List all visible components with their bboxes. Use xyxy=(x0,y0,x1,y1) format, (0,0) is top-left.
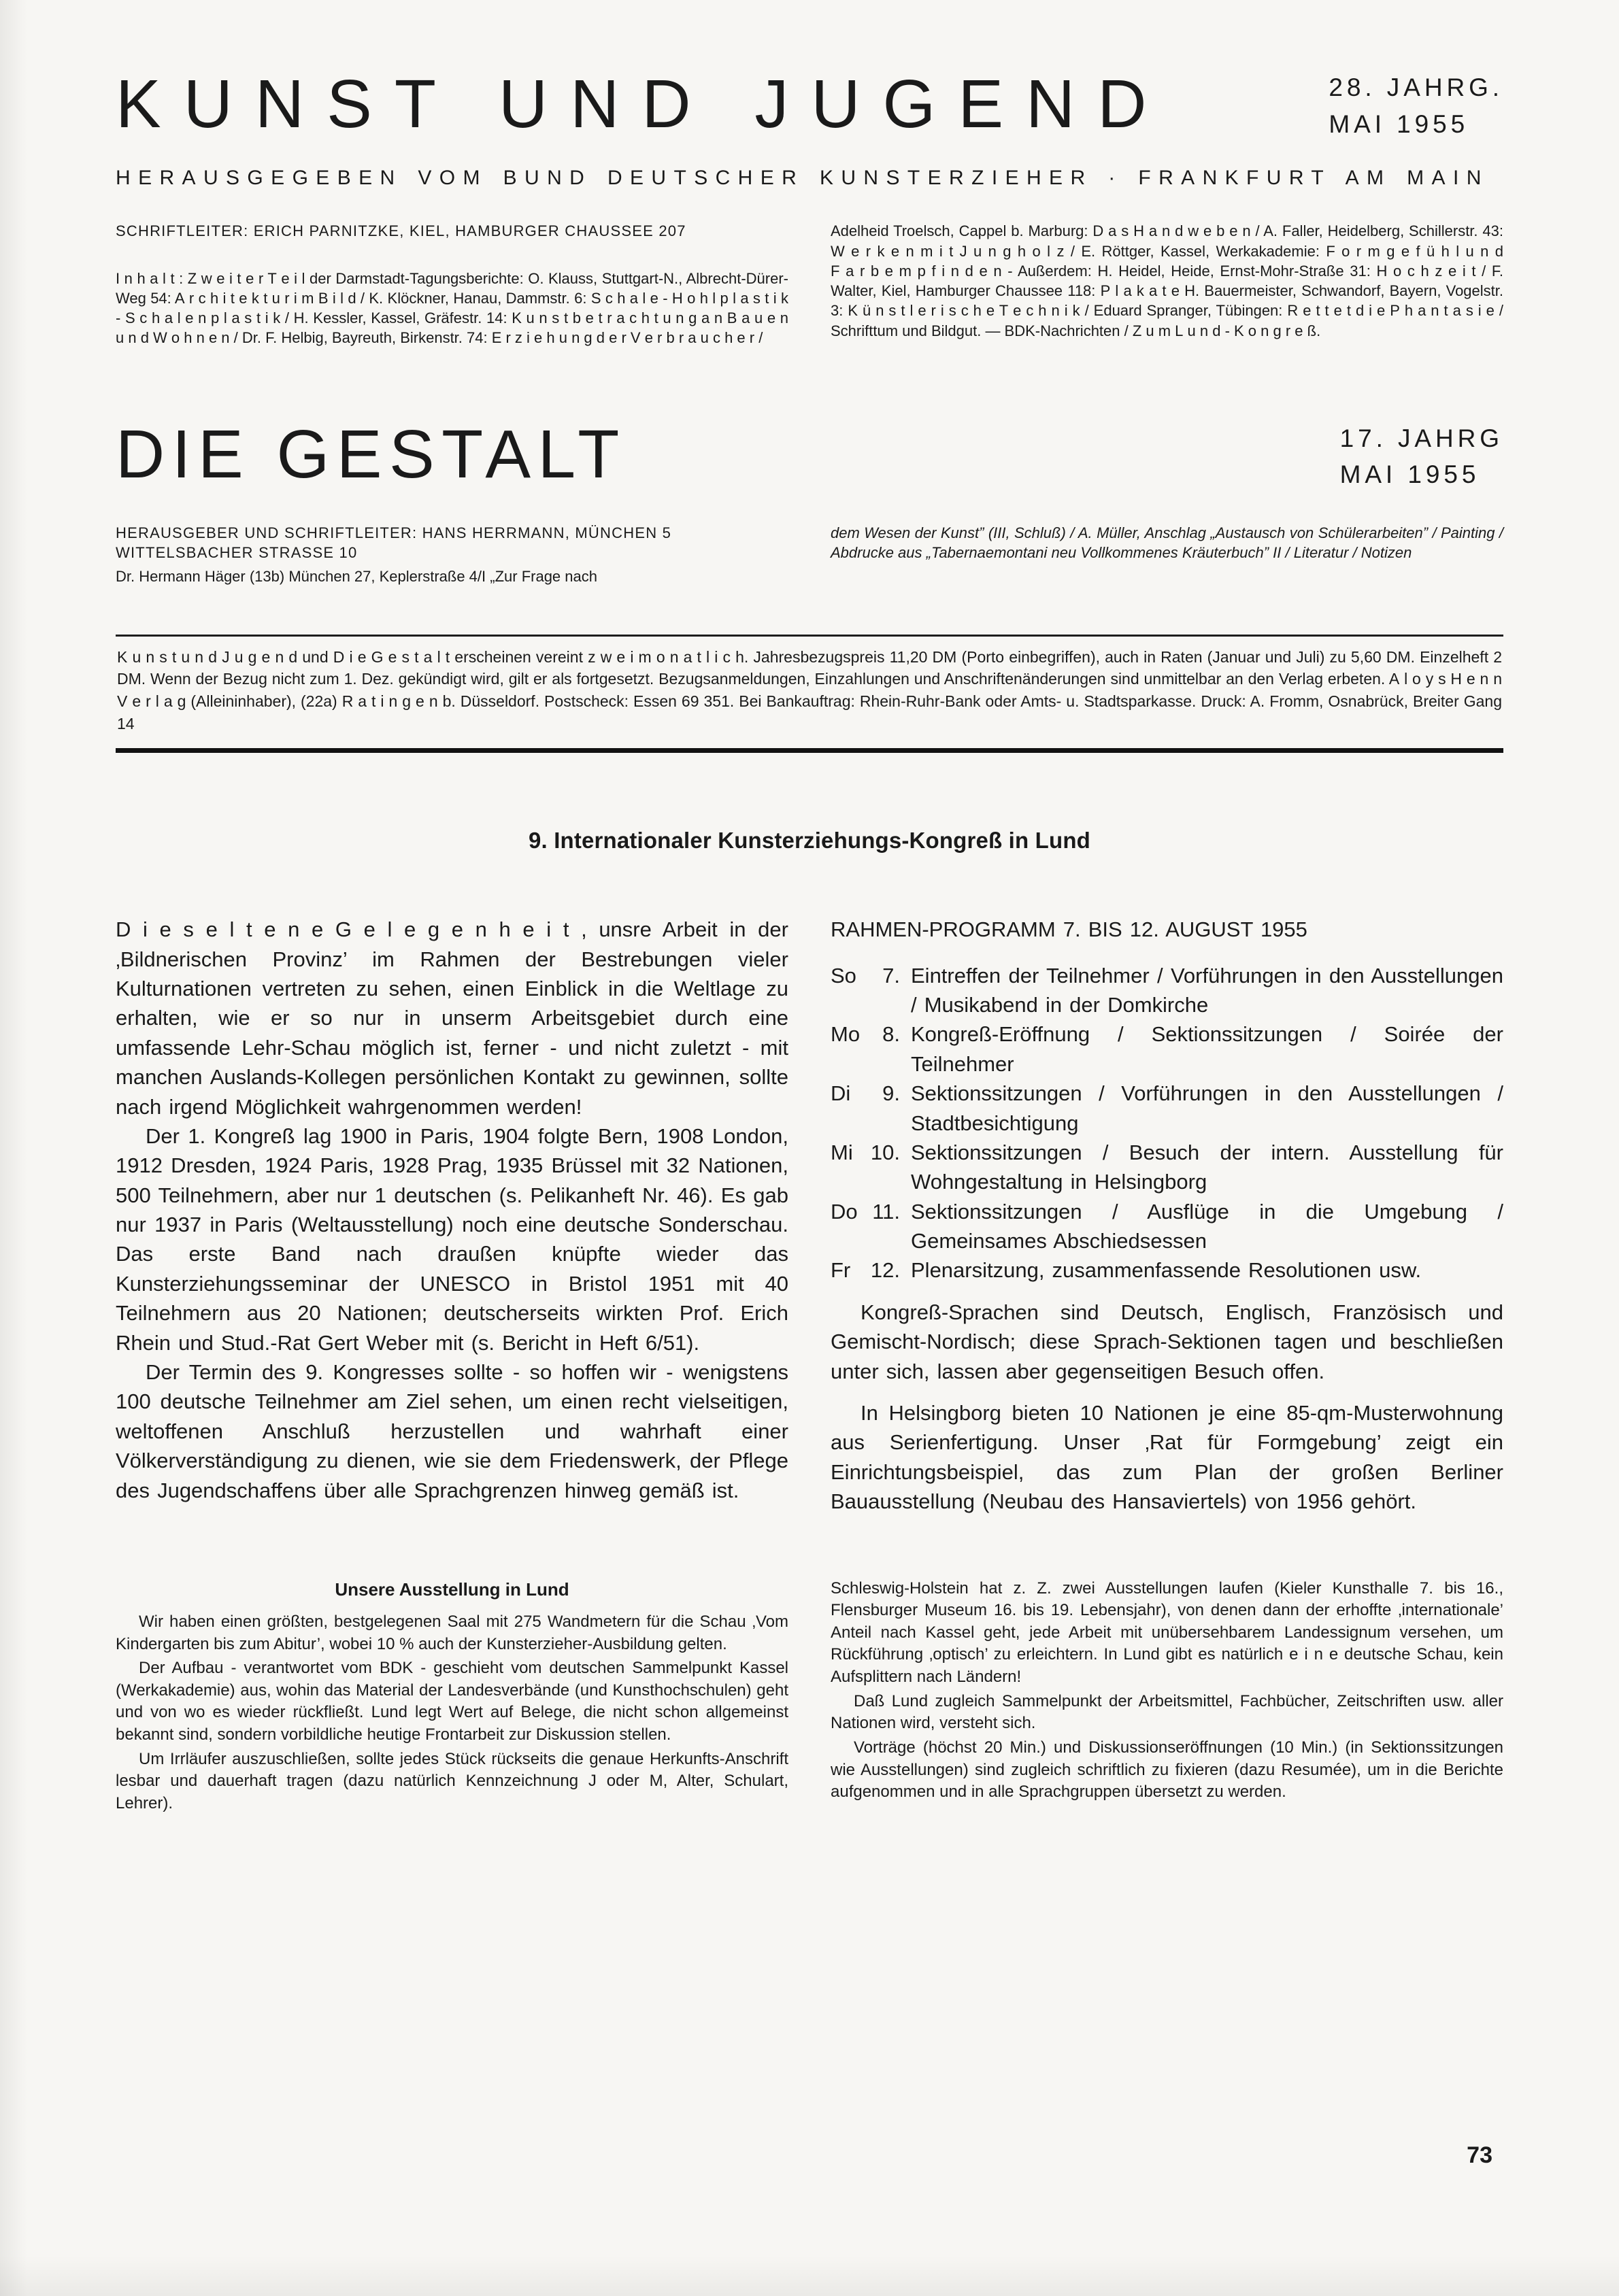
program-day: So xyxy=(831,963,856,987)
article-paragraph: Der 1. Kongreß lag 1900 in Paris, 1904 folgte Bern, 1908 London, 1912 Dresden, 1924 Paris, 1928 Prag, 1935 Brüssel mit 32 Nationen, 500 Teilnehmern, aber nur 1 deutschen (s. Pelikanheft Nr. 46). Es gab nur 1937 in Paris (Weltausstellung) noch eine deutsche Sonderschau. Das erste Band nach draußen knüpfte wieder das Kunsterziehungsseminar der UNESCO in Bristol 1951 mit 40 Teilnehmern aus 20 Nationen; deutscherseits wirkten Prof. Erich Rhein und Stud.-Rat Gert Weber mit (s. Bericht in Heft 6/51). xyxy=(116,1124,788,1355)
date-label: MAI 1955 xyxy=(1329,109,1469,138)
program-date: 7. xyxy=(882,963,900,987)
divider-thick xyxy=(116,748,1503,753)
exhibition-heading: Unsere Ausstellung in Lund xyxy=(335,1578,569,1600)
contents-right-column xyxy=(831,221,1503,348)
program-item xyxy=(831,961,1503,1020)
exhibition-paragraph: Schleswig-Holstein hat z. Z. zwei Ausstellungen laufen (Kieler Kunsthalle 7. bis 16., Flensburger Museum 16. bis 19. Lebensjahr), von denen dann der erhoffte ‚internationale’ Anteil nach Kassel geht, jede Arbeit mit unübersehbarem Landessignum versehen, um Rückführung ‚optisch’ zu erleichtern. In Lund gibt es natürlich e i n e deutsche Schau, kein Aufsplittern nach Ländern! xyxy=(831,1578,1503,1687)
contents-paragraph-left: I n h a l t : Z w e i t e r T e i l der Darmstadt-Tagungsberichte: O. Klauss, Stuttgart-N., Albrecht-Dürer-Weg 54: A r c h i t e k t u r i m B i l d / K. Klöckner, Hanau, Dammstr. 6: S c h a l e - H o h l p l a s t i k - S c h a l e n p l a s t i k / H. Kessler, Kassel, Gräfestr. 14: K u n s t b e t r a c h t u n g a n B a u e n u n d W o h n e n / Dr. F. Helbig, Bayreuth, Birkenstr. 74: E r z i e h u n g d e r V e r b r a u c h e r / xyxy=(116,269,788,347)
gestalt-contents-paragraph: dem Wesen der Kunst” (III, Schluß) / A. Müller, Anschlag „Austausch von Schülerarbeiten” / Painting / Abdrucke aus „Tabernaemontani neu Vollkommenes Kräuterbuch” II / Literatur / Notizen xyxy=(831,524,1503,562)
page-number: 73 xyxy=(1467,2142,1492,2168)
program-text: Plenarsitzung, zusammenfassende Resolutionen usw. xyxy=(911,1258,1422,1283)
imprint-paragraph: K u n s t u n d J u g e n d und D i e G e s t a l t erscheinen vereint z w e i m o n a t l i c h. Jahresbezugspreis 11,20 DM (Porto einbegriffen), auch in Raten (Januar und Juli) zu 5,60 DM. Einzelheft 2 DM. Wenn der Bezug nicht zum 1. Dez. gekündigt wird, gilt er als fortgesetzt. Bezugsanmeldungen, Einzahlungen und Anschriftenänderungen sind unmittelbar an den Verlag erbeten. A l o y s H e n n V e r l a g (Alleininhaber), (22a) R a t i n g e n b. Düsseldorf. Postscheck: Essen 69 351. Bei Bankauftrag: Rhein-Ruhr-Bank oder Amts- u. Stadtsparkasse. Druck: A. Fromm, Osnabrück, Breiter Gang 14 xyxy=(117,647,1502,732)
masthead-row-gestalt xyxy=(116,416,1503,493)
program-day: Di xyxy=(831,1081,851,1106)
program-day: Fr xyxy=(831,1258,851,1283)
magazine-title-die-gestalt: DIE GESTALT xyxy=(116,416,627,493)
issue-info-die-gestalt xyxy=(1340,416,1503,493)
program-date: 11. xyxy=(872,1199,900,1223)
gestalt-editor-line2: Dr. Hermann Häger (13b) München 27, Keplerstraße 4/I „Zur Frage nach xyxy=(116,568,597,586)
exhibition-paragraph: Daß Lund zugleich Sammelpunkt der Arbeitsmittel, Fachbücher, Zeitschriften usw. aller Nationen wird, versteht sich. xyxy=(831,1691,1503,1733)
magazine-title-kunst-und-jugend: KUNST UND JUGEND xyxy=(116,65,1169,142)
publisher-line: HERAUSGEGEBEN VOM BUND DEUTSCHER KUNSTERZIEHER · FRANKFURT AM MAIN xyxy=(116,167,1489,190)
program-text: Eintreffen der Teilnehmer / Vorführungen in den Ausstellungen / Musikabend in der Domkirche xyxy=(911,963,1503,1017)
program-item xyxy=(831,1079,1503,1138)
exhibition-right-column xyxy=(831,1578,1503,1817)
program-day: Mi xyxy=(831,1140,853,1164)
exhibition-left-column xyxy=(116,1578,788,1817)
exhibition-paragraph: Um Irrläufer auszuschließen, sollte jedes Stück rückseits die genaue Herkunfts-Anschrift lesbar und dauerhaft tragen (dazu natürlich Kennzeichnung J oder M, Alter, Schulart, Lehrer). xyxy=(116,1749,788,1812)
contents-kunst-und-jugend xyxy=(116,221,1503,348)
program-heading: RAHMEN-PROGRAMM 7. BIS 12. AUGUST 1955 xyxy=(831,917,1307,942)
article-left-column xyxy=(116,915,788,1516)
gestalt-left-column xyxy=(116,523,788,587)
program-date: 8. xyxy=(882,1022,900,1047)
contents-die-gestalt xyxy=(116,523,1503,587)
volume-label: 28. JAHRG. xyxy=(1329,73,1503,101)
program-item xyxy=(831,1138,1503,1197)
program-item xyxy=(831,1197,1503,1256)
contents-paragraph-right: Adelheid Troelsch, Cappel b. Marburg: D a s H a n d w e b e n / A. Faller, Heidelberg, Schillerstr. 43: W e r k e n m i t J u n g h o l z / E. Röttger, Kassel, Werkakademie: F o r m g e f ü h l u n d F a r b e m p f i n d e n - Außerdem: H. Heidel, Heide, Ernst-Mohr-Straße 31: H o c h z e i t / F. Walter, Kiel, Hamburger Chaussee 118: P l a k a t e H. Bauermeister, Schwandorf, Bayern, Vogelstr. 3: K ü n s t l e r i s c h e T e c h n i k / Eduard Spranger, Tübingen: R e t t e t d i e P h a n t a s i e / Schrifttum und Bildgut. — BDK-Nachrichten / Z u m L u n d - K o n g r e ß. xyxy=(831,222,1503,339)
program-text: Sektionssitzungen / Besuch der intern. Ausstellung für Wohngestaltung in Helsingborg xyxy=(911,1140,1503,1194)
masthead-die-gestalt xyxy=(116,416,1503,493)
program-text: Sektionssitzungen / Vorführungen in den Ausstellungen / Stadtbesichtigung xyxy=(911,1081,1503,1135)
article-paragraph: In Helsingborg bieten 10 Nationen je eine 85-qm-Musterwohnung aus Serienfertigung. Unser ‚Rat für Formgebung’ zeigt ein Einrichtungsbeispiel, das zum Plan der großen Berliner Bauausstellung (Neubau des Hansaviertels) von 1956 gehört. xyxy=(831,1401,1503,1514)
gestalt-editor-line: HERAUSGEBER UND SCHRIFTLEITER: HANS HERRMANN, MÜNCHEN 5 WITTELSBACHER STRASSE 10 xyxy=(116,524,672,562)
article-headline: 9. Internationaler Kunsterziehungs-Kongreß in Lund xyxy=(529,828,1090,854)
program-item xyxy=(831,1019,1503,1079)
program-day: Mo xyxy=(831,1022,861,1047)
contents-left-column xyxy=(116,221,788,348)
program-date: 9. xyxy=(882,1081,900,1106)
exhibition-paragraph: Vorträge (höchst 20 Min.) und Diskussionseröffnungen (10 Min.) (in Sektionssitzungen wie Ausstellungen) sind zugleich schriftlich zu fixieren (dazu Resumée), um in die Berichte aufgenommen und in alle Sprachgruppen übersetzt zu werden. xyxy=(831,1738,1503,1802)
article-paragraph: Der Termin des 9. Kongresses sollte - so hoffen wir - wenigstens 100 deutsche Teilnehmer am Ziel sehen, um einen recht vielseitigen, weltoffenen Anschluß herzustellen und wahrhaft einer Völkerverständigung zu dienen, wie sie dem Friedenswerk, der Pflege des Jugendschaffens über alle Sprachgrenzen hinweg gemäß ist. xyxy=(116,1360,788,1502)
gestalt-right-column xyxy=(831,523,1503,587)
program-date: 12. xyxy=(870,1258,900,1283)
masthead-row xyxy=(116,65,1503,142)
article-paragraph: Kongreß-Sprachen sind Deutsch, Englisch, Französisch und Gemischt-Nordisch; diese Sprach-Sektionen tagen und beschließen unter sich, lassen aber gegenseitigen Besuch offen. xyxy=(831,1300,1503,1383)
masthead-kunst-und-jugend xyxy=(116,65,1503,190)
exhibition-paragraph: Wir haben einen größten, bestgelegenen Saal mit 275 Wandmetern für die Schau ‚Vom Kindergarten bis zum Abitur’, wobei 10 % auch der Kunsterzieher-Ausbildung gelten. xyxy=(116,1612,788,1653)
article-body xyxy=(116,915,1503,1516)
exhibition-section xyxy=(116,1578,1503,1817)
program-text: Kongreß-Eröffnung / Sektionssitzungen / Soirée der Teilnehmer xyxy=(911,1022,1503,1076)
program-text: Sektionssitzungen / Ausflüge in die Umgebung / Gemeinsames Abschiedsessen xyxy=(911,1199,1503,1253)
article-right-column xyxy=(831,915,1503,1516)
article-paragraph: D i e s e l t e n e G e l e g e n h e i t , unsre Arbeit in der ‚Bildnerischen Provinz’ im Rahmen der Bestrebungen vieler Kulturnationen vertreten zu sehen, einen Einblick in die Weltlage zu erhalten, wie er so nur in unserm Arbeitsgebiet durch eine umfassende Lehr-Schau möglich ist, ferner - und nicht zuletzt - mit manchen Auslands-Kollegen persönlichen Kontakt zu gewinnen, sollte nach irgend Möglichkeit wahrgenommen werden! xyxy=(116,917,788,1119)
date-label-gestalt: MAI 1955 xyxy=(1339,460,1480,489)
program-day: Do xyxy=(831,1199,858,1223)
editor-line: SCHRIFTLEITER: ERICH PARNITZKE, KIEL, HAMBURGER CHAUSSEE 207 xyxy=(116,222,686,240)
exhibition-paragraph: Der Aufbau - verantwortet vom BDK - geschieht vom deutschen Sammelpunkt Kassel (Werkakademie) aus, wohin das Material der Landesverbände (und Kunsthochschulen) geht und von wo es wieder rückfließt. Lund legt Wert auf Belege, die nicht schon allgemeinst bekannt sind, sondern vorbildliche heutige Frontarbeit zur Diskussion stellen. xyxy=(116,1659,788,1744)
program-date: 10. xyxy=(870,1140,900,1164)
volume-label-gestalt: 17. JAHRG xyxy=(1339,424,1503,452)
program-item xyxy=(831,1255,1503,1285)
issue-info-kunst-und-jugend xyxy=(1329,65,1503,142)
